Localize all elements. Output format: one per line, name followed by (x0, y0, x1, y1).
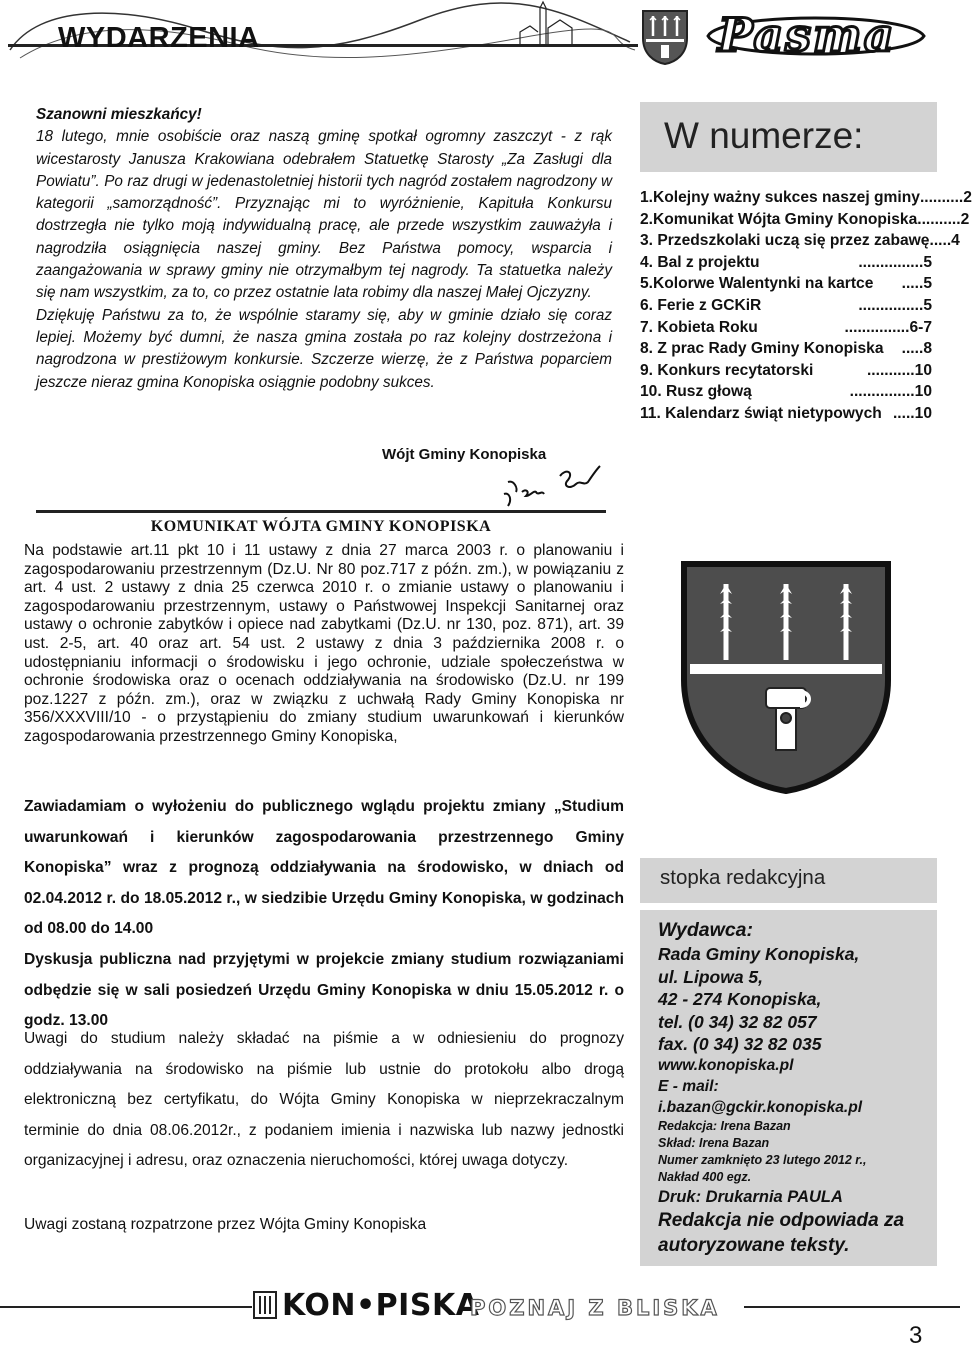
contents-item-page: 10 (914, 361, 932, 379)
publisher-city: 42 - 274 Konopiska, (658, 989, 822, 1010)
disclaimer-line-2: autoryzowane teksty. (658, 1235, 850, 1257)
contents-item[interactable]: 3. Przedszkolaki uczą się przez zabawę .....4 (640, 230, 932, 252)
publisher-street: ul. Lipowa 5, (658, 966, 764, 987)
disclaimer-line-1: Redakcja nie odpowiada za (658, 1210, 905, 1232)
contents-item-title: 11. Kalendarz świąt nietypowych (640, 404, 882, 422)
contents-item-page: 5 (923, 275, 932, 293)
mayor-letter (36, 104, 612, 394)
contents-item-title: 8. Z prac Rady Gminy Konopiska (640, 340, 884, 358)
contents-item[interactable]: 8. Z prac Rady Gminy Konopiska .....8 (640, 338, 932, 360)
contents-item[interactable]: 4. Bal z projektu ...............5 (640, 252, 932, 274)
contents-item-page: 10 (914, 404, 932, 422)
editor-credit: Redakcja: Irena Bazan (658, 1119, 791, 1134)
letter-signer: Wójt Gminy Konopiska (382, 446, 547, 463)
typeset-credit: Skład: Irena Bazan (658, 1136, 770, 1151)
contents-item-title: 6. Ferie z GCKiR (640, 296, 762, 314)
footer-tagline: POZNAJ Z BLISKA (470, 1296, 720, 1320)
contents-item[interactable]: 6. Ferie z GCKiR ...............5 (640, 295, 932, 317)
contents-item-page: 6-7 (909, 318, 932, 336)
coat-of-arms-small-icon (640, 8, 690, 66)
page-number: 3 (909, 1322, 923, 1349)
contents-item[interactable]: 5.Kolorwe Walentynki na kartce .....5 (640, 273, 932, 295)
circulation: Nakład 400 egz. (658, 1170, 752, 1185)
contents-item-title: 2.Komunikat Wójta Gminy Konopiska (640, 210, 918, 228)
contents-item[interactable]: 7. Kobieta Roku ...............6-7 (640, 317, 932, 339)
colophon-details (658, 918, 938, 1258)
contents-item-title: 10. Rusz głową (640, 383, 752, 401)
footer-rule-right (744, 1306, 960, 1308)
announcement-closing: Uwagi zostaną rozpatrzone przez Wójta Gminy Konopiska (24, 1216, 427, 1233)
footer-rule-left (0, 1306, 252, 1308)
contents-item-page: 8 (923, 340, 932, 358)
publisher-email[interactable]: i.bazan@gckir.konopiska.pl (658, 1098, 863, 1116)
closing-date: Numer zamknięto 23 lutego 2012 r., (658, 1153, 867, 1168)
publisher-label: Wydawca: (658, 919, 754, 941)
contents-item-page: 2 (960, 210, 970, 228)
letter-paragraph-2: Dziękuję Państwu za to, że wspólnie staramy się, aby w gminie działo się coraz lepiej. Możemy być dumni, że nasza gmina została po raz kolejny dostrzeżona i nagrodzona w prestiżowym konkursie. Szczerze wierzę, że z Państwa poparciem jeszcze nieraz gmina Konopiska osiągnie podobny sukces. (36, 306, 612, 391)
contents-item-title: 4. Bal z projektu (640, 253, 760, 271)
contents-item-page: 5 (923, 253, 932, 271)
contents-item-title: 3. Przedszkolaki uczą się przez zabawę (640, 232, 930, 250)
publisher-tel: tel. (0 34) 32 82 057 (658, 1011, 817, 1032)
contents-list (640, 187, 972, 425)
announcement-title: KOMUNIKAT WÓJTA GMINY KONOPISKA (150, 518, 492, 535)
contents-item-page: 5 (923, 296, 932, 314)
hemp-logo-icon (252, 1288, 282, 1322)
church-icon (520, 2, 572, 44)
publisher-name: Rada Gminy Konopiska, (658, 944, 860, 964)
email-label: E - mail: (658, 1077, 719, 1095)
contents-item[interactable]: 1.Kolejny ważny sukces naszej gminy ..........2 (640, 187, 932, 209)
contents-item[interactable]: 9. Konkurs recytatorski ...........10 (640, 360, 932, 382)
contents-item-title: 9. Konkurs recytatorski (640, 361, 814, 379)
section-title: WYDARZENIA (58, 22, 260, 54)
contents-item[interactable]: 2.Komunikat Wójta Gminy Konopiska ..........2 (640, 209, 932, 231)
colophon-title: stopka redakcyjna (660, 866, 826, 889)
notice-discussion: Dyskusja publiczna nad przyjętymi w projekcie zmiany studium rozwiązaniami odbędzie się w sali posiedzeń Urzędu Gminy Konopiska w dniu 15.05.2012 r. o godz. 13.00 (24, 950, 624, 1030)
contents-item-title: 7. Kobieta Roku (640, 318, 758, 336)
publisher-fax: fax. (0 34) 32 82 035 (658, 1034, 822, 1055)
coat-of-arms-icon (680, 560, 892, 795)
handwritten-signature (500, 462, 605, 510)
footer-logo: KON•PISKA (282, 1288, 480, 1323)
announcement-body (24, 542, 624, 747)
contents-item-title: 1.Kolejny ważny sukces naszej gminy (640, 189, 920, 206)
colophon-rule (640, 903, 937, 910)
contents-item[interactable]: 10. Rusz głową ...............10 (640, 381, 932, 403)
announcement-remarks (24, 1024, 624, 1177)
announcement-notice (24, 792, 624, 1037)
contents-item[interactable]: 11. Kalendarz świąt nietypowych .....10 (640, 403, 932, 425)
publisher-website[interactable]: www.konopiska.pl (658, 1056, 794, 1074)
brand-logo: Pasma (718, 8, 896, 62)
letter-greeting: Szanowni mieszkańcy! (36, 106, 202, 123)
page-header (0, 0, 960, 75)
notice-exhibition: Zawiadamiam o wyłożeniu do publicznego wglądu projektu zmiany „Studium uwarunkowań i kierunków zagospodarowania przestrzennego Gminy Konopiska” wraz z prognozą oddziaływania na środowisko, w dniach od 02.04.2012 r. do 18.05.2012 r., w siedzibie Urzędu Gminy Konopiska, w godzinach od 08.00 do 14.00 (24, 798, 624, 938)
contents-title: W numerze: (664, 115, 864, 156)
remarks-text: Uwagi do studium należy składać na piśmie a w odniesieniu do prognozy oddziaływania na środowisko na piśmie lub ustnie do protokołu albo drogą elektroniczną bez certyfikatu, do Wójta Gminy Konopiska w nieprzekraczalnym terminie do dnia 08.06.2012r., z podaniem imienia i nazwiska lub nazwy jednostki organizacyjnej i adresu, oraz oznaczenia nieruchomości, której uwaga dotyczy. (24, 1030, 624, 1170)
section-divider (36, 510, 606, 513)
printer: Druk: Drukarnia PAULA (658, 1188, 843, 1207)
contents-item-page: 4 (951, 232, 960, 250)
contents-item-page: 10 (914, 383, 932, 401)
contents-item-title: 5.Kolorwe Walentynki na kartce (640, 275, 874, 293)
contents-item-page: 2 (963, 189, 972, 206)
letter-paragraph: 18 lutego, mnie osobiście oraz naszą gminę spotkał ogromny zaszczyt - z rąk wicestarosty Janusza Krakowiana odebrałem Statuetkę Starosty „Za Zasługi dla Powiatu”. Po raz drugi w jedenastoletniej historii tych nagród zostałem nagrodzony w kategorii „samorządność”. Przyznając mi to wyróżnienie, Kapituła Konkursu dostrzegła nie tylko moją indywidualną pracę, ale przede wszystkim zauważyła i nagrodziła osiągnięcia naszej gminy. Bez Państwa pomocy, wsparcia i zaangażowania w sprawy gminy nie otrzymałbym tej nagrody. Ta statuetka należy się nam wszystkim, za to, co przez ostatnie lata robimy dla naszej Małej Ojczyzny. (36, 128, 612, 302)
announcement-legal-basis: Na podstawie art.11 pkt 10 i 11 ustawy z dnia 27 marca 2003 r. o planowaniu i zagospodarowaniu przestrzennym (Dz.U. Nr 80 poz.717 z późn. zm.), w powiązaniu z art. 4 ust. 2 ustawy z dnia 25 czerwca 2010 r. o zmianie ustawy o planowaniu i zagospodarowaniu przestrzennym, ustawy o Państwowej Inspekcji Sanitarnej oraz ustawy o ochronie zabytków i opiece nad zabytkami (Dz.U. nr 130, poz. 871), art. 39 ust. 2-5, art. 40 oraz art. 54 ust. 2 ustawy z dnia 3 października 2008 r. o udostępnianiu informacji o środowisku i jego ochronie, udziale społeczeństwa w ochronie środowiska oraz o ocenach oddziaływania na środowisko (Dz.U. nr 199 poz.1227 z późn. zm.), oraz w związku z uchwałą Rady Gminy Konopiska nr 356/XXXVIII/10 - o przystąpieniu do zmiany studium uwarunkowań i kierunków zagospodarowania przestrzennego Gminy Konopiska, (24, 542, 624, 745)
